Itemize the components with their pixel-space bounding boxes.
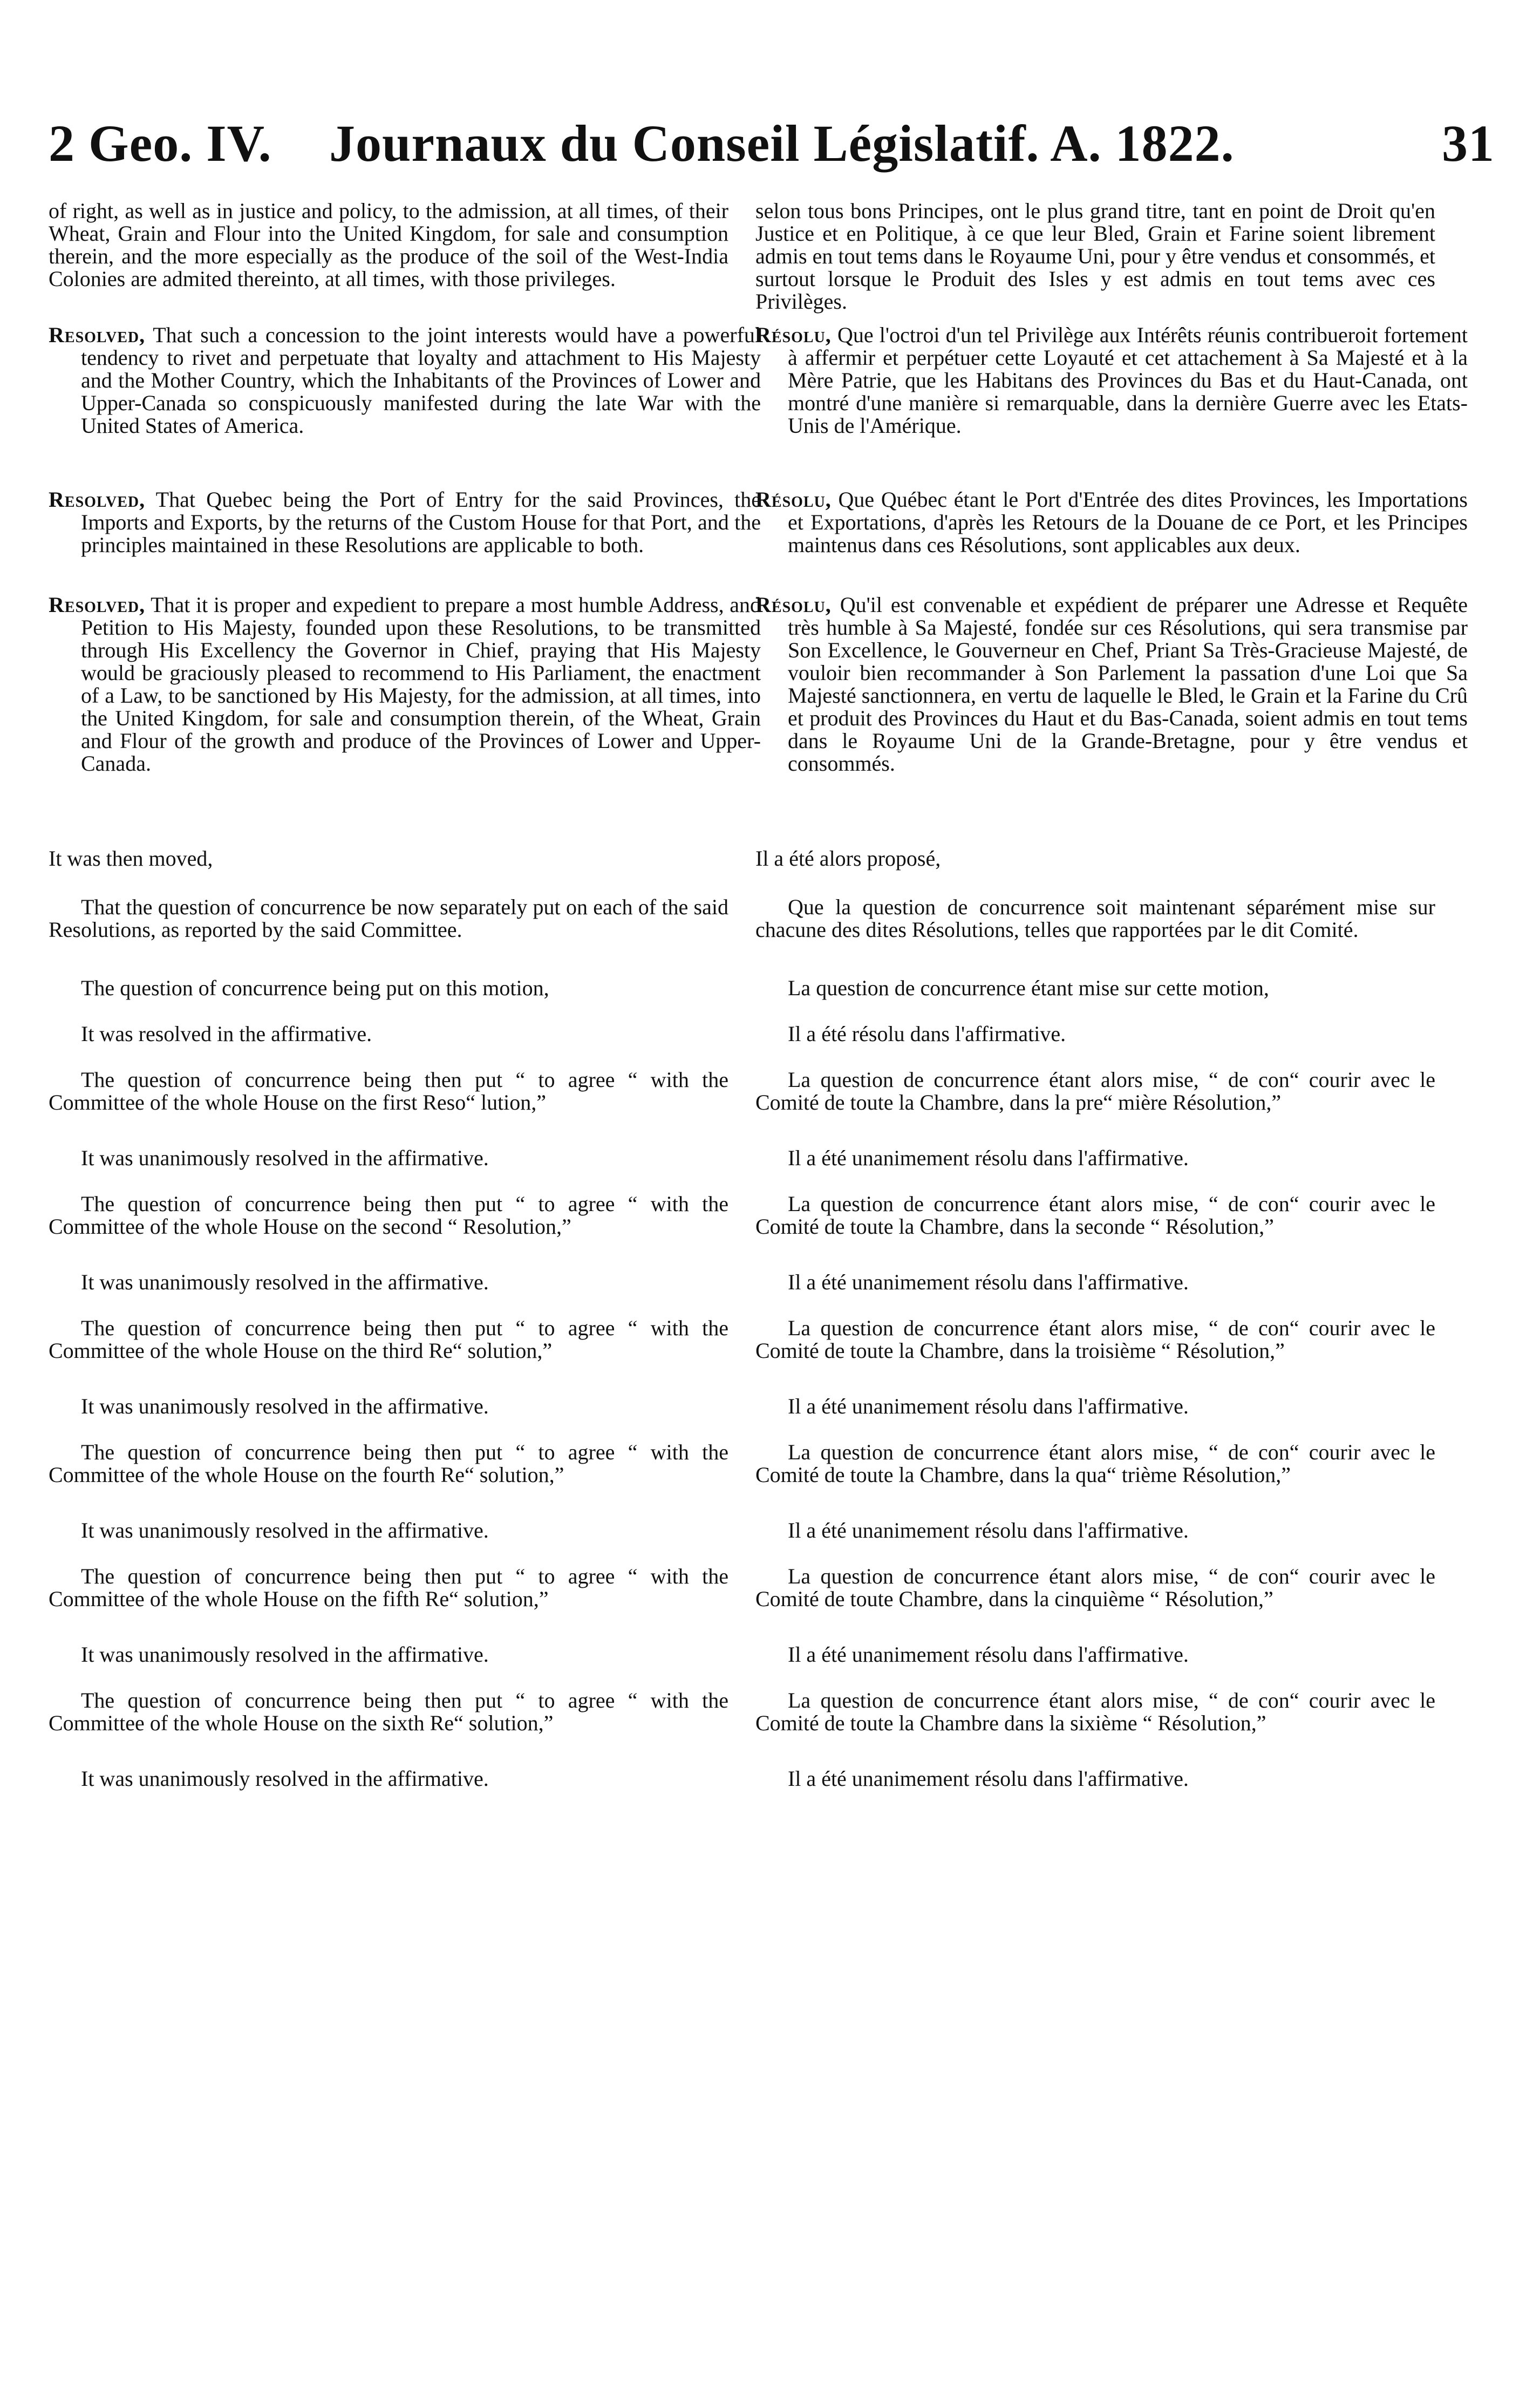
continued-paragraph: selon tous bons Principes, ont le plus grand titre, tant en point de Droit qu'en Justice et en Politique, à ce que leur Bled, Grain et Farine soient librement admis en tout tems dans le Royaume Uni, pour y être vendus et consommés, et surtout lorsque le Produit des Isles y est admis en tout tems avec ces Privilèges. [755,199,1435,314]
resolved-affirmative: It was resolved in the affirmative. [81,1022,372,1046]
question-1: La question de concurrence étant alors mise, “ de con“ courir avec le Comité de toute la Chambre, dans la pre“ mière Résolution,” [755,1068,1435,1114]
moved-line: Il a été alors proposé, [755,846,941,871]
resolved-affirmative: Il a été résolu dans l'affirmative. [788,1022,1066,1046]
answer-3: It was unanimously resolved in the affirmative. [81,1394,489,1418]
resolution-3: Résolu, Qu'il est convenable et expédient de préparer une Adresse et Requête très humble à Sa Majesté, fondée sur ces Résolutions, qui sera transmise par Son Excellence, le Gouverneur en Chef, Priant Sa Très-Gracieuse Majesté, de vouloir bien recommander à Son Parlement la passation d'une Loi que Sa Majesté sanctionnera, en vertu de laquelle le Bled, le Grain et la Farine du Crû et produit des Provinces du Haut et du Bas-Canada, soient admis en tout tems dans le Royaume Uni de la Grande-Bretagne, pour y être vendus et consommés. [755,593,1468,776]
motion-text: That the question of concurrence be now separately put on each of the said Resolutions, as reported by the said Committee. [49,895,728,942]
continued-paragraph: of right, as well as in justice and policy, to the admission, at all times, of their Wheat, Grain and Flour into the United Kingdom, for sale and consumption therein, and the more especially as the produce of the soil of the West-India Colonies are admited thereinto, at all times, with those privileges. [49,199,728,291]
answer-6: Il a été unanimement résolu dans l'affirmative. [788,1766,1189,1791]
answer-5: It was unanimously resolved in the affirmative. [81,1642,489,1667]
question-4: La question de concurrence étant alors mise, “ de con“ courir avec le Comité de toute la Chambre, dans la qua“ trième Résolution,” [755,1440,1435,1487]
moved-line: It was then moved, [49,846,213,871]
question-put: La question de concurrence étant mise sur cette motion, [788,976,1269,1000]
answer-1: Il a été unanimement résolu dans l'affirmative. [788,1146,1189,1170]
answer-4: It was unanimously resolved in the affirmative. [81,1518,489,1542]
question-1: The question of concurrence being then put “ to agree “ with the Committee of the whole House on the first Reso“ lution,” [49,1068,728,1114]
question-put: The question of concurrence being put on this motion, [81,976,549,1000]
regnal-year: 2 Geo. IV. [49,114,272,172]
question-2: The question of concurrence being then put “ to agree “ with the Committee of the whole House on the second “ Resolution,” [49,1192,728,1239]
question-2: La question de concurrence étant alors mise, “ de con“ courir avec le Comité de toute la Chambre, dans la seconde “ Résolution,” [755,1192,1435,1239]
question-5: La question de concurrence étant alors mise, “ de con“ courir avec le Comité de toute Chambre, dans la cinquième “ Résolution,” [755,1564,1435,1611]
resolution-2: Resolved, That Quebec being the Port of Entry for the said Provinces, the Imports and Exports, by the returns of the Custom House for that Port, and the principles maintained in these Resolutions are applicable to both. [49,487,761,557]
resolution-3: Resolved, That it is proper and expedient to prepare a most humble Address, and Petition to His Majesty, founded upon these Resolutions, to be transmitted through His Excellency the Governor in Chief, praying that His Majesty would be graciously pleased to recommend to His Parliament, the enactment of a Law, to be sanctioned by His Majesty, for the admission, at all times, into the United Kingdom, for sale and consumption therein, of the Wheat, Grain and Flour of the growth and produce of the Provinces of Lower and Upper-Canada. [49,593,761,776]
question-5: The question of concurrence being then put “ to agree “ with the Committee of the whole House on the fifth Re“ solution,” [49,1564,728,1611]
answer-2: Il a été unanimement résolu dans l'affirmative. [788,1270,1189,1294]
running-header [49,113,1495,178]
question-3: The question of concurrence being then put “ to agree “ with the Committee of the whole House on the third Re“ solution,” [49,1316,728,1363]
question-3: La question de concurrence étant alors mise, “ de con“ courir avec le Comité de toute la Chambre, dans la troisième “ Résolution,” [755,1316,1435,1363]
answer-4: Il a été unanimement résolu dans l'affirmative. [788,1518,1189,1542]
question-4: The question of concurrence being then put “ to agree “ with the Committee of the whole House on the fourth Re“ solution,” [49,1440,728,1487]
page-number: 31 [1442,114,1495,172]
resolution-1: Resolved, That such a concession to the joint interests would have a powerful tendency to rivet and perpetuate that loyalty and attachment to His Majesty and the Mother Country, which the Inhabitants of the Provinces of Lower and Upper-Canada so conspicuously manifested during the late War with the United States of America. [49,323,761,438]
answer-2: It was unanimously resolved in the affirmative. [81,1270,489,1294]
answer-1: It was unanimously resolved in the affirmative. [81,1146,489,1170]
answer-5: Il a été unanimement résolu dans l'affirmative. [788,1642,1189,1667]
question-6: The question of concurrence being then put “ to agree “ with the Committee of the whole House on the sixth Re“ solution,” [49,1688,728,1735]
question-6: La question de concurrence étant alors mise, “ de con“ courir avec le Comité de toute la Chambre dans la sixième “ Résolution,” [755,1688,1435,1735]
resolution-1: Résolu, Que l'octroi d'un tel Privilège aux Intérêts réunis contribueroit fortement à affermir et perpétuer cette Loyauté et cet attachement à Sa Majesté et à la Mère Patrie, que les Habitans des Provinces du Bas et du Haut-Canada, ont montré d'une manière si remarquable, dans la dernière Guerre avec les Etats-Unis de l'Amérique. [755,323,1468,438]
journal-title: Journaux du Conseil Législatif. A. 1822. [329,114,1235,172]
answer-6: It was unanimously resolved in the affirmative. [81,1766,489,1791]
motion-text: Que la question de concurrence soit maintenant séparément mise sur chacune des dites Résolutions, telles que rapportées par le dit Comité. [755,895,1435,942]
resolution-2: Résolu, Que Québec étant le Port d'Entrée des dites Provinces, les Importations et Exportations, d'après les Retours de la Douane de ce Port, et les Principes maintenus dans ces Résolutions, sont applicables aux deux. [755,487,1468,557]
answer-3: Il a été unanimement résolu dans l'affirmative. [788,1394,1189,1418]
